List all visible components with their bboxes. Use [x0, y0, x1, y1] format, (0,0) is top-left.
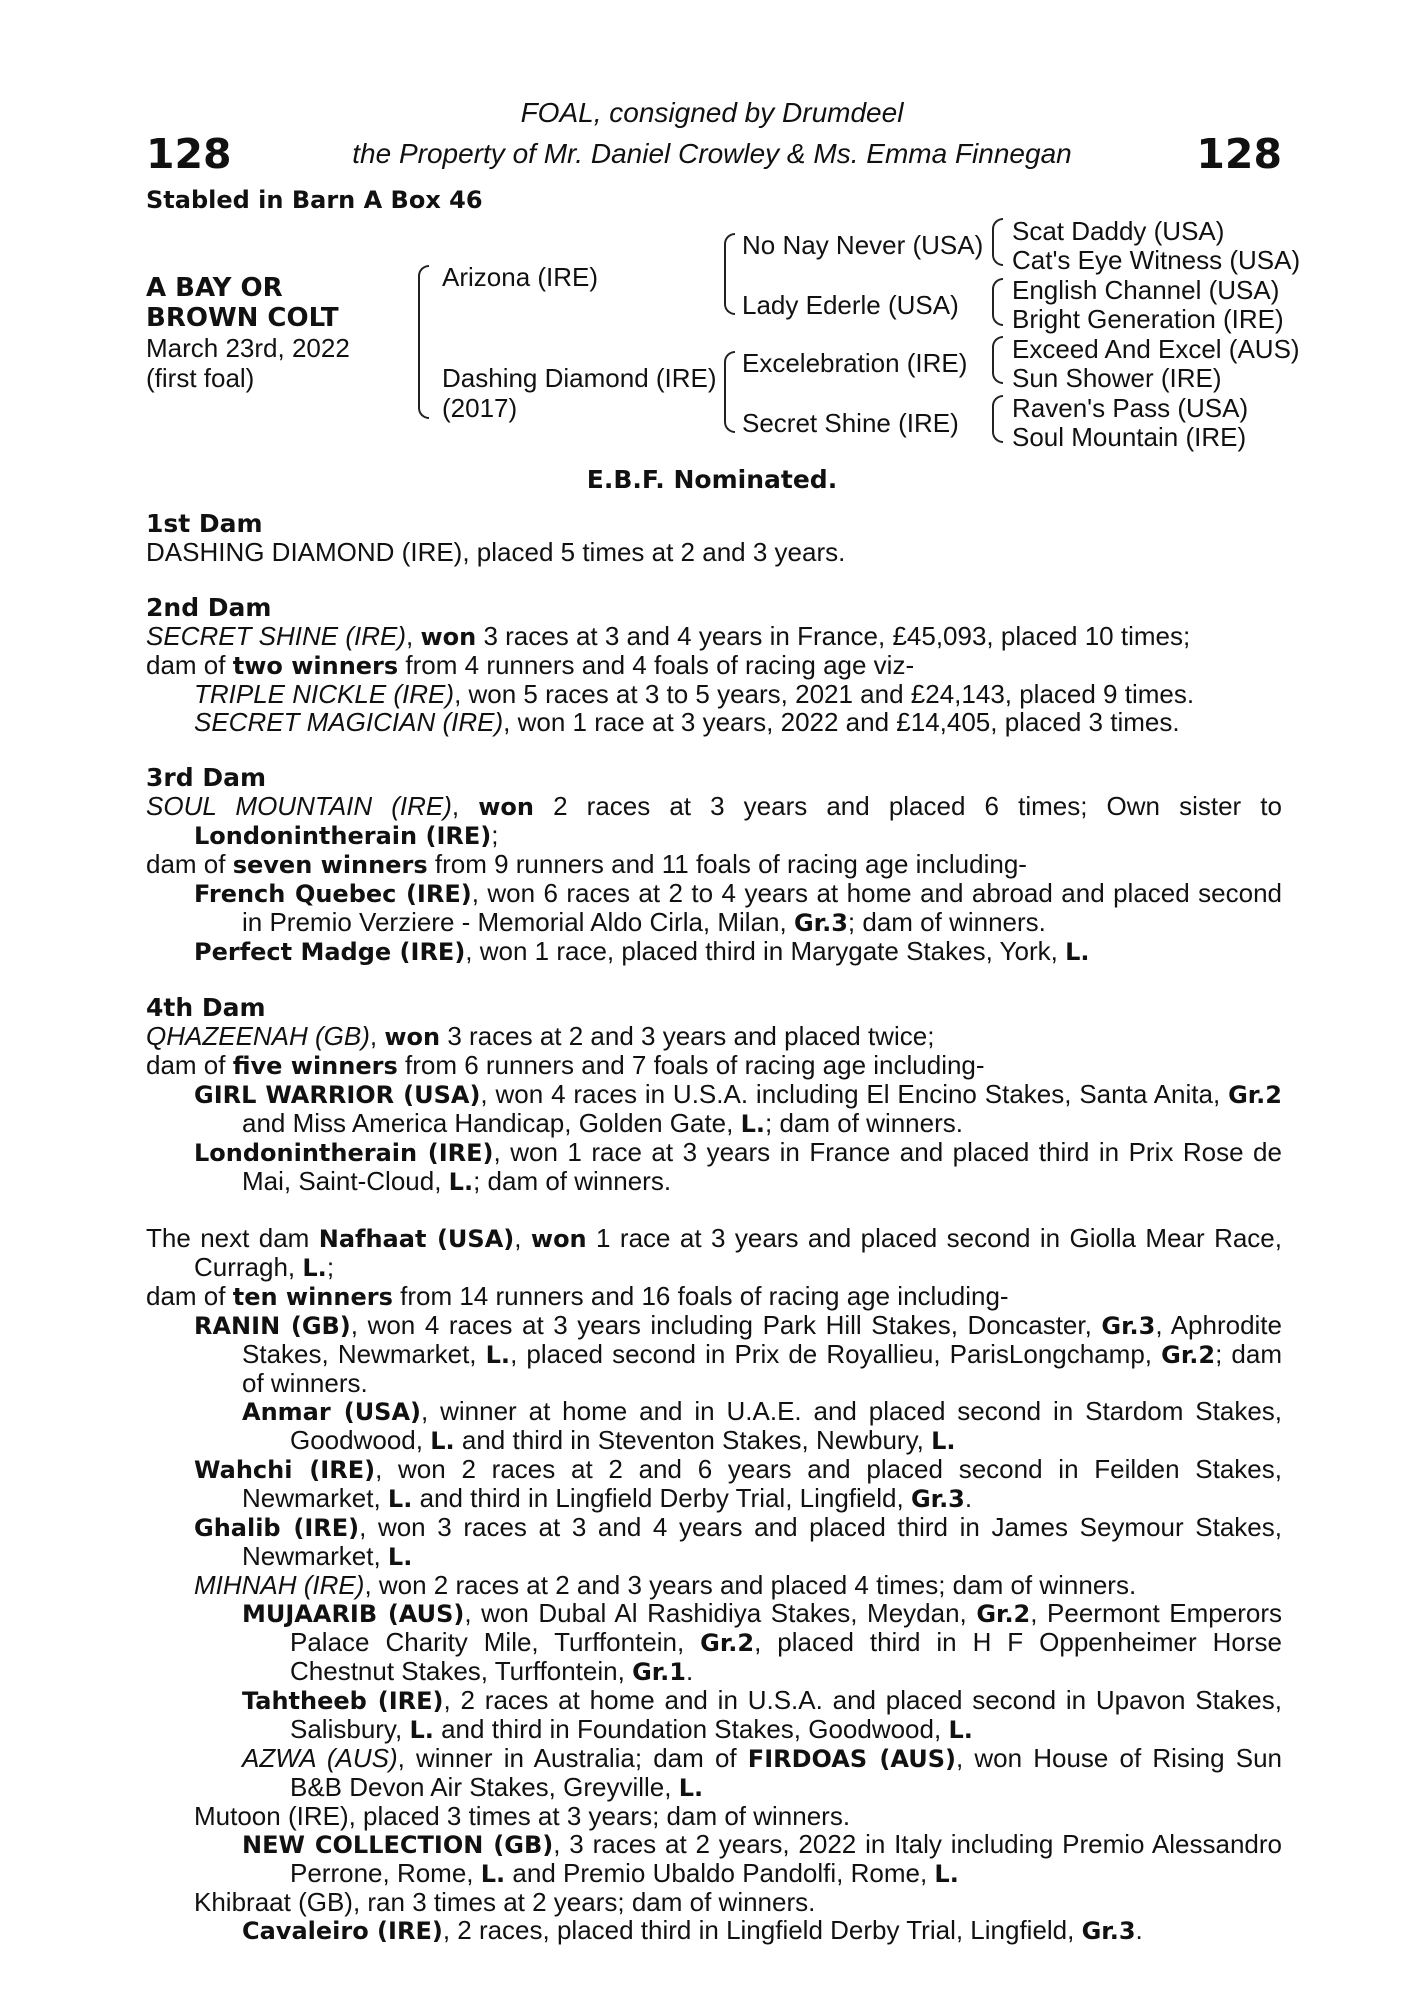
first-dam-text: DASHING DIAMOND (IRE), placed 5 times at 2 and 3 years.	[146, 537, 846, 567]
produce-item	[242, 1830, 1282, 1888]
grade-label: Gr.3	[1101, 1312, 1156, 1340]
produce-text: and Premio Ubaldo Pandolfi, Rome,	[505, 1858, 935, 1888]
listed-label: L.	[931, 1427, 956, 1455]
runners-text: from 6 runners and 7 foals of racing age including-	[397, 1050, 985, 1080]
dam-of-label: dam of	[146, 1281, 233, 1311]
grade-label: Gr.2	[976, 1600, 1031, 1628]
produce-name: Anmar (USA)	[242, 1398, 422, 1426]
produce-item	[194, 937, 1282, 966]
horse-desc-line1: A BAY OR	[146, 273, 283, 303]
produce-item	[194, 1080, 1282, 1138]
pedigree-dam-year: (2017)	[442, 393, 518, 423]
produce-text: , won 1 race, placed third in Marygate Stakes, York,	[465, 936, 1066, 966]
won-label: won	[420, 623, 477, 651]
produce-text: and third in Foundation Stakes, Goodwood,	[433, 1714, 949, 1744]
runners-text: from 9 runners and 11 foals of racing age including-	[427, 849, 1027, 879]
produce-name: Wahchi (IRE)	[194, 1456, 376, 1484]
listed-label: L.	[678, 1774, 704, 1802]
first-dam-section	[146, 510, 1282, 566]
pedigree-brace-3c	[992, 336, 1003, 384]
produce-name: Londonintherain (IRE)	[194, 1139, 494, 1167]
produce-name: Ghalib (IRE)	[194, 1514, 360, 1542]
produce-name: Tahtheeb (IRE)	[242, 1687, 444, 1715]
produce-text: , won Dubal Al Rashidiya Stakes, Meydan,	[464, 1598, 977, 1628]
grade-label: Gr.2	[700, 1629, 755, 1657]
produce-text: , won 6 races at 2 to 4 years at home and abroad and placed second in Premio Verziere - Memorial Aldo Cirla, Milan,	[242, 878, 1282, 937]
property-line: the Property of Mr. Daniel Crowley & Ms. Emma Finnegan	[352, 138, 1072, 169]
produce-name: RANIN (GB)	[194, 1312, 351, 1340]
produce-text: , 2 races, placed third in Lingfield Derby Trial, Lingfield,	[442, 1915, 1082, 1945]
won-label: won	[530, 1225, 587, 1253]
produce-end: ; dam of winners.	[242, 1339, 1282, 1398]
second-dam-produce	[146, 651, 1282, 680]
pedigree-gs6: Sun Shower (IRE)	[1012, 363, 1222, 393]
produce-item	[194, 680, 1282, 708]
next-dam-produce	[146, 1282, 1282, 1311]
second-dam-record: SECRET SHINE (IRE), won 3 races at 3 and 4 years in France, £45,093, placed 10 times;	[146, 621, 1191, 651]
pedigree-gs5: Exceed And Excel (AUS)	[1012, 334, 1300, 364]
produce-text: and third in Lingfield Derby Trial, Lingfield,	[412, 1483, 911, 1513]
produce-name: Perfect Madge (IRE)	[194, 938, 466, 966]
produce-name: NEW COLLECTION (GB)	[242, 1831, 554, 1859]
listed-label: L.	[934, 1860, 959, 1888]
fourth-dam-section	[146, 994, 1282, 1196]
produce-text: and third in Steventon Stakes, Newbury,	[454, 1425, 932, 1455]
produce-name: TRIPLE NICKLE (IRE)	[194, 679, 455, 709]
listed-label: L.	[409, 1716, 434, 1744]
listed-label: L.	[387, 1543, 413, 1571]
produce-item	[242, 1686, 1282, 1744]
sister-name: Londonintherain (IRE)	[194, 822, 492, 850]
pedigree-gs8: Soul Mountain (IRE)	[1012, 422, 1247, 452]
pedigree-brace-3b	[992, 278, 1003, 326]
produce-text: , Peermont Emperors Palace Charity Mile, Turffontein,	[290, 1598, 1282, 1657]
third-dam-heading: 3rd Dam	[146, 763, 266, 792]
produce-name: AZWA (AUS)	[242, 1743, 398, 1773]
produce-item	[242, 1744, 1282, 1802]
produce-text: , 3 races at 2 years, 2022 in Italy including Premio Alessandro Perrone, Rome,	[290, 1829, 1282, 1888]
next-dam-line: 1 race at 3 years and placed second in Giolla Mear Race, Curragh,	[194, 1223, 1282, 1282]
produce-item	[194, 1138, 1282, 1196]
winners-count: seven winners	[232, 851, 428, 879]
pedigree-brace-3d	[992, 395, 1003, 443]
comma: ,	[514, 1223, 531, 1253]
produce-item: Mutoon (IRE), placed 3 times at 3 years; dam of winners.	[194, 1801, 851, 1831]
produce-item	[242, 1397, 1282, 1455]
next-dam-intro: The next dam	[146, 1223, 319, 1253]
produce-text: , won 2 races at 2 and 6 years and placed second in Feilden Stakes, Newmarket,	[242, 1454, 1282, 1513]
lot-number-right: 128	[1196, 130, 1282, 178]
produce-text: , placed third in H F Oppenheimer Horse Chestnut Stakes, Turffontein,	[290, 1627, 1282, 1686]
produce-text: , winner in Australia; dam of	[397, 1743, 748, 1773]
pedigree-gs3: English Channel (USA)	[1012, 275, 1280, 305]
fourth-dam-line: 3 races at 2 and 3 years and placed twice;	[440, 1021, 935, 1051]
pedigree-gs2: Cat's Eye Witness (USA)	[1012, 245, 1301, 275]
winners-count: ten winners	[232, 1283, 393, 1311]
second-dam-name: SECRET SHINE (IRE)	[146, 621, 407, 651]
pedigree-brace-3a	[992, 218, 1003, 266]
produce-text: , won 3 races at 3 and 4 years and placed third in James Seymour Stakes, Newmarket,	[242, 1512, 1282, 1571]
foaled-date: March 23rd, 2022	[146, 333, 350, 363]
pedigree-gs4: Bright Generation (IRE)	[1012, 304, 1284, 334]
produce-text: , won 2 races at 2 and 3 years and placed 4 times; dam of winners.	[364, 1570, 1137, 1600]
next-dam-name: Nafhaat (USA)	[318, 1225, 515, 1253]
produce-item	[194, 1513, 1282, 1571]
produce-text: , placed second in Prix de Royallieu, ParisLongchamp,	[510, 1339, 1162, 1369]
semicolon: ;	[326, 1252, 335, 1282]
produce-end: .	[686, 1656, 694, 1686]
produce-name: MIHNAH (IRE)	[194, 1570, 365, 1600]
produce-text: , won 1 race at 3 years in France and placed third in Prix Rose de Mai, Saint-Cloud,	[242, 1137, 1282, 1196]
listed-label: L.	[430, 1427, 455, 1455]
stabled-location: Stabled in Barn A Box 46	[146, 186, 483, 214]
produce-name: MUJAARIB (AUS)	[242, 1600, 465, 1628]
pedigree-brace-main	[418, 265, 429, 419]
produce-text: , winner at home and in U.A.E. and placed second in Stardom Stakes, Goodwood,	[290, 1396, 1283, 1455]
pedigree-gs1: Scat Daddy (USA)	[1012, 216, 1225, 246]
produce-item	[194, 708, 1282, 736]
grade-label: Gr.3	[910, 1485, 965, 1513]
produce-item: Khibraat (GB), ran 3 times at 2 years; dam of winners.	[194, 1887, 816, 1917]
produce-name: GIRL WARRIOR (USA)	[194, 1081, 481, 1109]
fourth-dam-heading: 4th Dam	[146, 993, 266, 1022]
lot-number-left: 128	[146, 130, 232, 178]
winners-count: five winners	[232, 1052, 398, 1080]
produce-text: , 2 races at home and in U.S.A. and placed second in Upavon Stakes, Salisbury,	[290, 1685, 1282, 1744]
third-dam-record: SOUL MOUNTAIN (IRE), won 2 races at 3 years and placed 6 times; Own sister to Londonintherain (IRE);	[146, 791, 1282, 850]
fourth-dam-produce	[146, 1051, 1282, 1080]
produce-text: , Aphrodite Stakes, Newmarket,	[242, 1310, 1282, 1369]
listed-label: L.	[740, 1110, 766, 1138]
dam-of-label: dam of	[146, 849, 233, 879]
third-dam-section	[146, 764, 1282, 966]
dam-of-label: dam of	[146, 650, 233, 680]
second-dam-section	[146, 594, 1282, 736]
next-dam-section	[146, 1224, 1282, 1945]
listed-label: L.	[480, 1860, 506, 1888]
listed-label: L.	[485, 1341, 511, 1369]
produce-item	[242, 1916, 1282, 1945]
produce-item	[194, 879, 1282, 937]
pedigree-dam: Dashing Diamond (IRE)	[442, 363, 717, 393]
pedigree-sire: Arizona (IRE)	[442, 262, 599, 292]
pedigree-gs7: Raven's Pass (USA)	[1012, 393, 1249, 423]
listed-label: L.	[387, 1485, 413, 1513]
semicolon: ;	[491, 820, 499, 850]
third-dam-produce	[146, 850, 1282, 879]
dam-of-label: dam of	[146, 1050, 233, 1080]
produce-item	[194, 1311, 1282, 1397]
produce-text: and Miss America Handicap, Golden Gate,	[242, 1108, 741, 1138]
produce-item	[242, 1599, 1282, 1686]
foal-note: (first foal)	[146, 363, 255, 393]
pedigree-sire-sire: No Nay Never (USA)	[742, 230, 984, 260]
runners-text: from 4 runners and 4 foals of racing age viz-	[398, 650, 915, 680]
produce-name: SECRET MAGICIAN (IRE)	[194, 707, 504, 737]
consignor-line: FOAL, consigned by Drumdeel	[520, 97, 904, 128]
produce-text: , won 4 races at 3 years including Park Hill Stakes, Doncaster,	[350, 1310, 1102, 1340]
produce-text: , won House of Rising Sun B&B Devon Air Stakes, Greyville,	[290, 1743, 1283, 1802]
produce-name: Cavaleiro (IRE)	[242, 1917, 443, 1945]
won-label: won	[384, 1023, 441, 1051]
produce-end: ; dam of winners.	[473, 1166, 672, 1196]
produce-text: , won 5 races at 3 to 5 years, 2021 and £24,143, placed 9 times.	[454, 679, 1195, 709]
next-dam-record	[146, 1224, 1282, 1282]
catalogue-body	[146, 510, 1282, 1945]
listed-label: L.	[948, 1716, 973, 1744]
produce-end: .	[964, 1483, 973, 1513]
fourth-dam-record: QHAZEENAH (GB), won 3 races at 2 and 3 years and placed twice;	[146, 1021, 935, 1051]
pedigree-dam-sire: Excelebration (IRE)	[742, 348, 968, 378]
produce-name: French Quebec (IRE)	[194, 880, 472, 908]
produce-end: .	[1135, 1915, 1143, 1945]
fourth-dam-name: QHAZEENAH (GB)	[146, 1021, 370, 1051]
listed-label: L.	[302, 1254, 327, 1282]
winners-count: two winners	[232, 652, 399, 680]
second-dam-line: 3 races at 3 and 4 years in France, £45,093, placed 10 times;	[476, 621, 1191, 651]
produce-item	[194, 1571, 1282, 1599]
second-dam-heading: 2nd Dam	[146, 593, 272, 622]
won-label: won	[478, 793, 534, 821]
grade-label: Gr.2	[1161, 1341, 1216, 1369]
listed-label: L.	[1065, 938, 1090, 966]
grade-label: Gr.3	[1081, 1917, 1136, 1945]
grade-label: Gr.3	[793, 909, 848, 937]
produce-item	[194, 1455, 1282, 1513]
runners-text: from 14 runners and 16 foals of racing age including-	[392, 1281, 1009, 1311]
pedigree-brace-sire	[724, 233, 735, 315]
third-dam-name: SOUL MOUNTAIN (IRE)	[146, 791, 452, 821]
produce-name: FIRDOAS (AUS)	[747, 1745, 956, 1773]
produce-end: ; dam of winners.	[847, 907, 1046, 937]
pedigree-sire-dam: Lady Ederle (USA)	[742, 290, 959, 320]
grade-label: Gr.1	[632, 1658, 686, 1686]
produce-end: ; dam of winners.	[765, 1108, 963, 1138]
third-dam-line: 2 races at 3 years and placed 6 times; Own sister to	[534, 791, 1282, 821]
grade-label: Gr.2	[1228, 1081, 1282, 1109]
pedigree-dam-dam: Secret Shine (IRE)	[742, 408, 959, 438]
first-dam-heading: 1st Dam	[146, 509, 263, 538]
produce-text: , won 4 races in U.S.A. including El Encino Stakes, Santa Anita,	[480, 1079, 1229, 1109]
listed-label: L.	[448, 1168, 474, 1196]
produce-text: , won 1 race at 3 years, 2022 and £14,405, placed 3 times.	[503, 707, 1180, 737]
horse-desc-line2: BROWN COLT	[146, 303, 339, 333]
pedigree-brace-dam	[724, 351, 735, 433]
ebf-nominated: E.B.F. Nominated.	[586, 465, 838, 494]
